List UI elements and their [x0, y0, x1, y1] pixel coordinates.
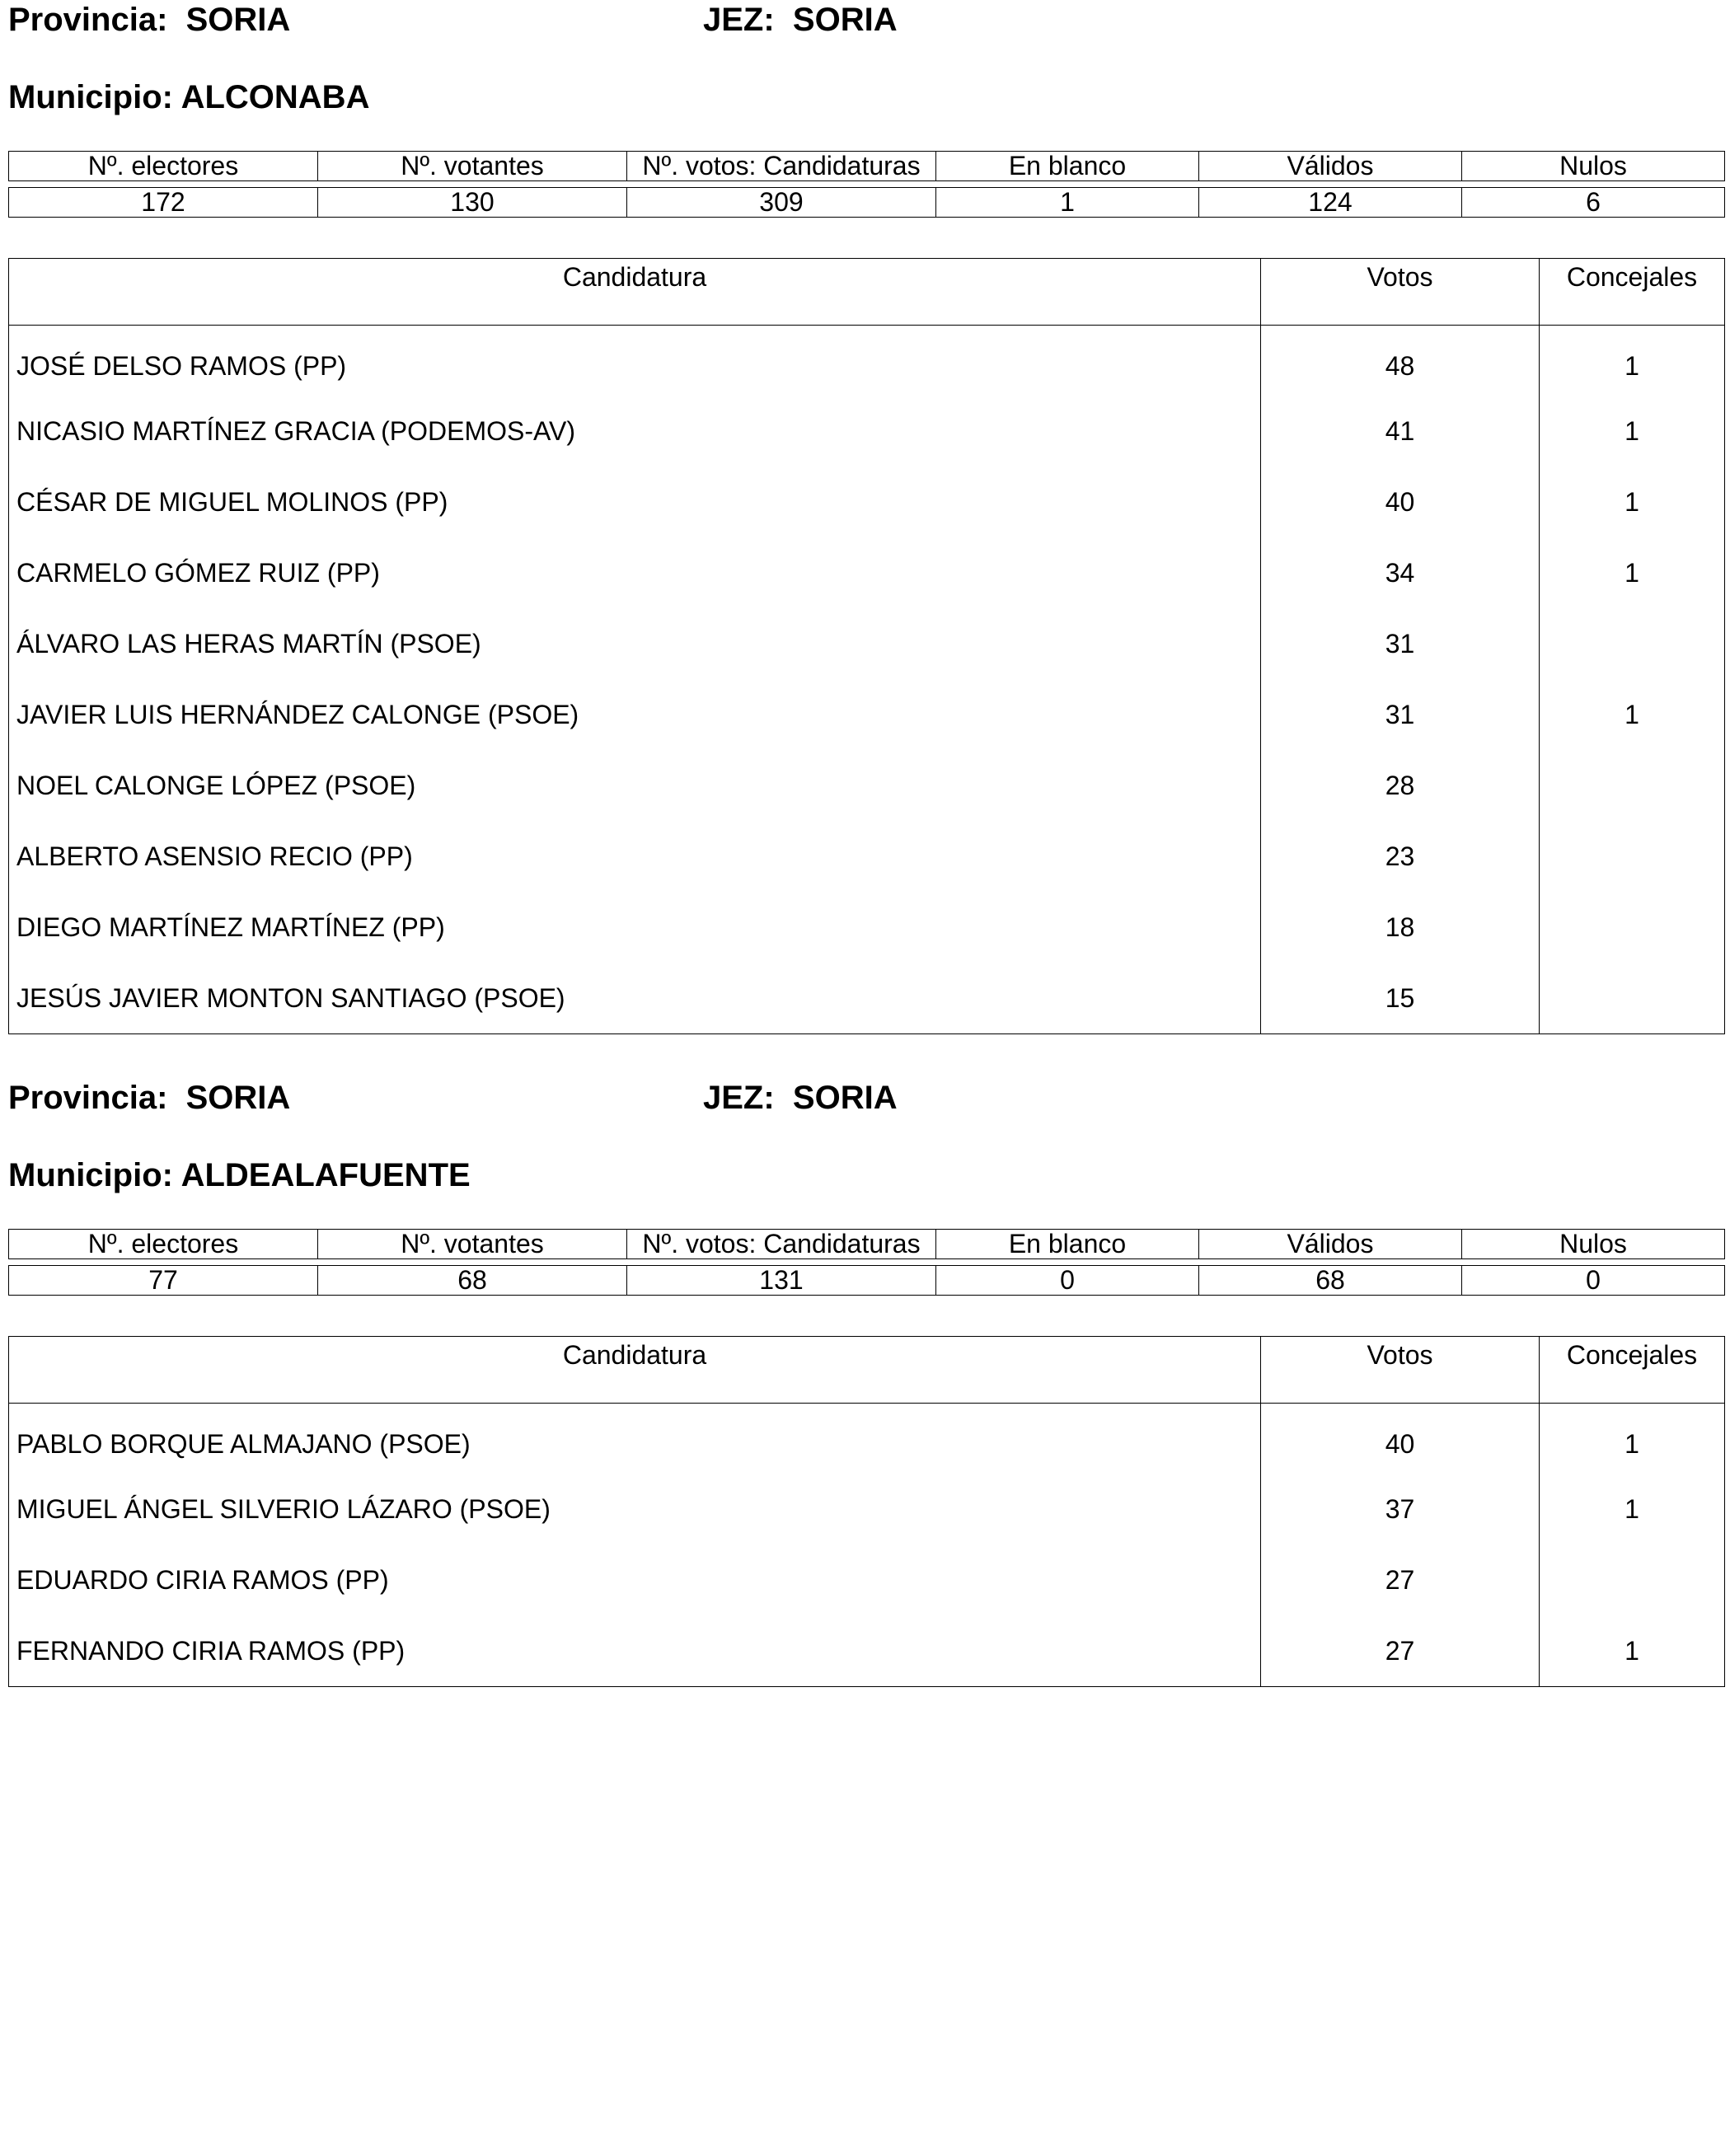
candidate-name: FERNANDO CIRIA RAMOS (PP) [9, 1616, 1261, 1687]
stat-label: Válidos [1199, 152, 1462, 181]
candidate-seats [1540, 751, 1725, 822]
candidate-row [9, 822, 1725, 893]
candidate-seats [1540, 609, 1725, 680]
stats-header-table [8, 1229, 1725, 1259]
stat-value: 68 [318, 1266, 627, 1296]
candidate-row [9, 538, 1725, 609]
candidate-votes: 37 [1261, 1474, 1540, 1545]
candidate-seats: 1 [1540, 1404, 1725, 1474]
concejales-header: Concejales [1540, 259, 1725, 326]
candidate-votes: 31 [1261, 680, 1540, 751]
stat-label: Nº. votos: Candidaturas [627, 1230, 936, 1259]
candidate-votes: 27 [1261, 1545, 1540, 1616]
candidate-name: NICASIO MARTÍNEZ GRACIA (PODEMOS-AV) [9, 396, 1261, 467]
candidate-row [9, 609, 1725, 680]
candidate-seats [1540, 822, 1725, 893]
candidate-row [9, 1616, 1725, 1687]
candidates-header-row [9, 1337, 1725, 1404]
candidate-votes: 41 [1261, 396, 1540, 467]
stat-label: Nulos [1462, 152, 1725, 181]
stat-label: En blanco [936, 1230, 1199, 1259]
candidate-votes: 15 [1261, 963, 1540, 1034]
municipality-section [0, 1078, 1730, 2156]
candidate-name: JAVIER LUIS HERNÁNDEZ CALONGE (PSOE) [9, 680, 1261, 751]
candidate-seats: 1 [1540, 1474, 1725, 1545]
candidate-seats [1540, 893, 1725, 963]
candidate-name: PABLO BORQUE ALMAJANO (PSOE) [9, 1404, 1261, 1474]
votos-header: Votos [1261, 259, 1540, 326]
candidate-votes: 48 [1261, 326, 1540, 396]
candidate-row [9, 893, 1725, 963]
stats-values-table [8, 1265, 1725, 1296]
stat-value: 77 [9, 1266, 318, 1296]
stat-value: 68 [1199, 1266, 1462, 1296]
jez-heading: JEZ: SORIA [703, 2, 898, 38]
stat-value: 130 [318, 188, 627, 218]
candidate-name: MIGUEL ÁNGEL SILVERIO LÁZARO (PSOE) [9, 1474, 1261, 1545]
candidates-header-row [9, 259, 1725, 326]
candidate-votes: 18 [1261, 893, 1540, 963]
candidate-row [9, 963, 1725, 1034]
stat-label: Válidos [1199, 1230, 1462, 1259]
municipio-heading: Municipio: ALDEALAFUENTE [8, 1157, 471, 1193]
candidate-row [9, 680, 1725, 751]
candidate-seats [1540, 963, 1725, 1034]
candidate-name: ALBERTO ASENSIO RECIO (PP) [9, 822, 1261, 893]
provincia-heading: Provincia: SORIA [8, 1080, 291, 1116]
stat-label: Nulos [1462, 1230, 1725, 1259]
stat-label: Nº. votos: Candidaturas [627, 152, 936, 181]
candidate-name: JOSÉ DELSO RAMOS (PP) [9, 326, 1261, 396]
stat-value: 0 [936, 1266, 1199, 1296]
stat-label: Nº. votantes [318, 1230, 627, 1259]
candidatura-header: Candidatura [9, 259, 1261, 326]
candidate-name: EDUARDO CIRIA RAMOS (PP) [9, 1545, 1261, 1616]
stat-value: 6 [1462, 188, 1725, 218]
candidate-name: JESÚS JAVIER MONTON SANTIAGO (PSOE) [9, 963, 1261, 1034]
candidate-seats: 1 [1540, 396, 1725, 467]
stat-value: 124 [1199, 188, 1462, 218]
stat-label: Nº. votantes [318, 152, 627, 181]
candidate-name: CARMELO GÓMEZ RUIZ (PP) [9, 538, 1261, 609]
stat-value: 131 [627, 1266, 936, 1296]
candidate-row [9, 467, 1725, 538]
candidate-row [9, 396, 1725, 467]
candidate-row [9, 1404, 1725, 1474]
stat-label: En blanco [936, 152, 1199, 181]
stat-value: 1 [936, 188, 1199, 218]
candidate-row [9, 1545, 1725, 1616]
stats-values-table [8, 187, 1725, 218]
candidate-votes: 34 [1261, 538, 1540, 609]
candidate-seats: 1 [1540, 467, 1725, 538]
votos-header: Votos [1261, 1337, 1540, 1404]
candidatura-header: Candidatura [9, 1337, 1261, 1404]
stats-header-row [9, 152, 1725, 181]
candidate-seats [1540, 1545, 1725, 1616]
candidate-name: NOEL CALONGE LÓPEZ (PSOE) [9, 751, 1261, 822]
provincia-heading: Provincia: SORIA [8, 2, 291, 38]
stat-value: 172 [9, 188, 318, 218]
candidate-seats: 1 [1540, 680, 1725, 751]
stat-value: 309 [627, 188, 936, 218]
candidate-row [9, 326, 1725, 396]
candidate-row [9, 1474, 1725, 1545]
candidate-seats: 1 [1540, 326, 1725, 396]
candidate-seats: 1 [1540, 538, 1725, 609]
candidate-votes: 40 [1261, 467, 1540, 538]
stats-header-table [8, 151, 1725, 181]
concejales-header: Concejales [1540, 1337, 1725, 1404]
candidate-seats: 1 [1540, 1616, 1725, 1687]
stats-values-row [9, 188, 1725, 218]
candidate-name: CÉSAR DE MIGUEL MOLINOS (PP) [9, 467, 1261, 538]
municipio-heading: Municipio: ALCONABA [8, 79, 370, 115]
candidate-votes: 28 [1261, 751, 1540, 822]
jez-heading: JEZ: SORIA [703, 1080, 898, 1116]
candidate-votes: 40 [1261, 1404, 1540, 1474]
candidate-name: ÁLVARO LAS HERAS MARTÍN (PSOE) [9, 609, 1261, 680]
stat-label: Nº. electores [9, 1230, 318, 1259]
stats-values-row [9, 1266, 1725, 1296]
stats-header-row [9, 1230, 1725, 1259]
candidates-table [8, 258, 1725, 1034]
candidate-row [9, 751, 1725, 822]
stat-value: 0 [1462, 1266, 1725, 1296]
candidates-table [8, 1336, 1725, 1687]
candidate-name: DIEGO MARTÍNEZ MARTÍNEZ (PP) [9, 893, 1261, 963]
stat-label: Nº. electores [9, 152, 318, 181]
candidate-votes: 27 [1261, 1616, 1540, 1687]
candidate-votes: 23 [1261, 822, 1540, 893]
candidate-votes: 31 [1261, 609, 1540, 680]
